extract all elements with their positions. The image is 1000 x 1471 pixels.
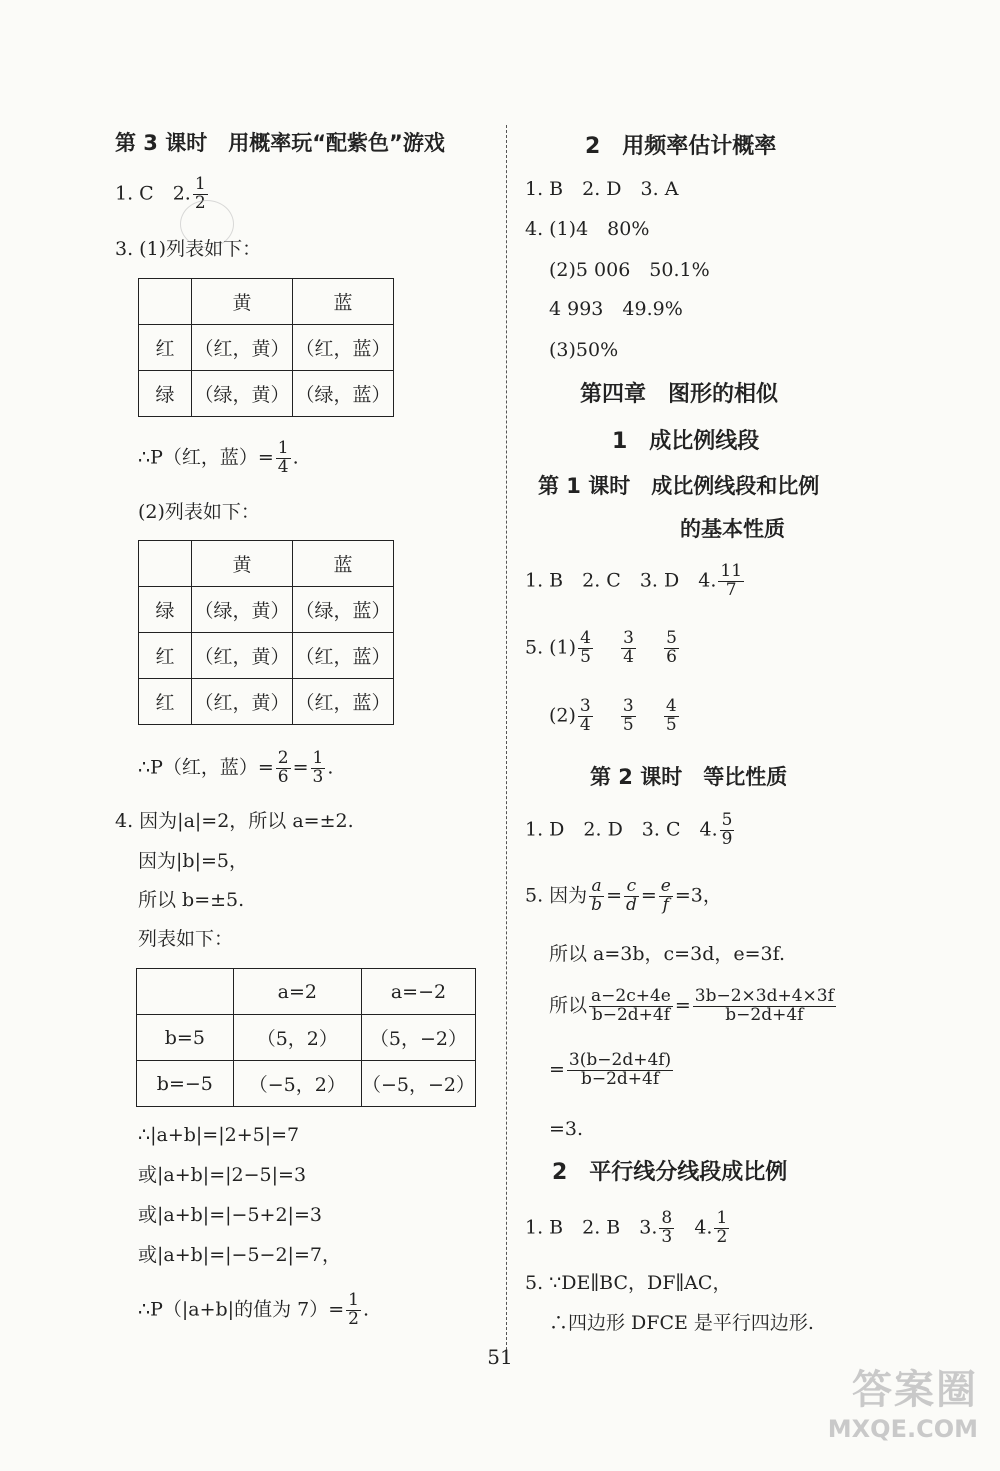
- answer-line: 或|a+b|=|2−5|=3: [138, 1164, 307, 1186]
- answer-line: =3.: [549, 1118, 584, 1140]
- answer-line: 5. ∵DE∥BC，DF∥AC，: [525, 1272, 732, 1294]
- answer-line: 或|a+b|=|−5−2|=7，: [138, 1244, 341, 1266]
- fraction: $\frac{a}{b}$: [591, 876, 603, 915]
- section-heading: 2 平行线分线段成比例: [552, 1160, 788, 1185]
- answer-line: 4. 因为|a|=2，所以 a=±2.: [115, 810, 354, 832]
- answer-line: (2) $\frac{3}{4}$ $\frac{3}{5}$ $\frac{4}{5}$: [549, 696, 677, 735]
- fraction: $\frac{3}{4}$: [579, 696, 591, 735]
- fraction: $\frac{3}{4}$: [623, 628, 634, 667]
- answer-line: (3)50%: [549, 339, 619, 361]
- fraction: $\frac{11}{7}$: [720, 561, 743, 600]
- answer-text: 1. C 2.: [115, 182, 191, 205]
- lesson-heading: 第 2 课时 等比性质: [590, 765, 788, 789]
- fraction: $\frac{5}{6}$: [666, 628, 677, 667]
- answer-line: 5. (1) $\frac{4}{5}$ $\frac{3}{4}$ $\frac{5}{6}$: [525, 628, 677, 667]
- fraction: $\frac{3}{5}$: [622, 696, 634, 735]
- answer-line: 1. D 2. D 3. C 4. $\frac{5}{9}$: [525, 810, 733, 849]
- fraction: $\frac{a-2c+4e}{b-2d+4f}$: [591, 986, 671, 1025]
- answer-line: 1. B 2. B 3. $\frac{8}{3}$ 4. $\frac{1}{2}$: [525, 1208, 728, 1247]
- answer-line: 所以 a=3b，c=3d，e=3f.: [549, 943, 785, 965]
- fraction: $\frac{1}{3}$: [312, 748, 324, 787]
- fraction: $\frac{2}{6}$: [277, 748, 289, 787]
- answer-line: 因为|b|=5，: [138, 850, 248, 872]
- lesson-heading: 第 1 课时 成比例线段和比例: [538, 474, 820, 498]
- answer-line: 4 993 49.9%: [549, 298, 683, 320]
- probability-line: ∴P（|a+b|的值为 7）= $\frac{1}{2}$ .: [138, 1290, 370, 1329]
- answer-line: 或|a+b|=|−5+2|=3: [138, 1204, 322, 1226]
- section-heading: 1 成比例线段: [612, 429, 760, 454]
- answer-line: ∴|a+b|=|2+5|=7: [138, 1124, 300, 1146]
- answer-line: (2)5 006 50.1%: [549, 259, 710, 281]
- answer-line: 1. B 2. C 3. D 4. $\frac{11}{7}$: [525, 561, 743, 600]
- fraction: $\frac{c}{d}$: [625, 876, 637, 915]
- answer-line: 列表如下：: [138, 928, 234, 950]
- fraction: $\frac{1}{2}$: [194, 174, 206, 213]
- probability-line: ∴P（红，蓝）= $\frac{1}{4}$ .: [138, 438, 299, 477]
- answer-line: 4. (1)4 80%: [525, 218, 650, 240]
- lesson-heading: 的基本性质: [680, 517, 785, 541]
- section-heading: 2 用频率估计概率: [585, 134, 777, 159]
- table-1: 黄 蓝 红 （红，黄） （红，蓝） 绿 （绿，黄） （绿，蓝）: [138, 278, 394, 417]
- fraction: $\frac{4}{5}$: [665, 696, 677, 735]
- answer-line: 5. 因为 $\frac{a}{b}$ = $\frac{c}{d}$ = $\frac{e}{f}$ =3，: [525, 876, 722, 915]
- table-2: 黄 蓝 绿 （绿，黄） （绿，蓝） 红 （红，黄） （红，蓝） 红 （红，黄） （红，蓝）: [138, 540, 394, 725]
- fraction: $\frac{1}{4}$: [277, 438, 289, 477]
- page-number: 51: [487, 1345, 513, 1369]
- fraction: $\frac{1}{2}$: [716, 1208, 728, 1247]
- probability-line: ∴P（红，蓝）= $\frac{2}{6}$ = $\frac{1}{3}$ .: [138, 748, 334, 787]
- fraction: $\frac{3b-2\times 3d+4\times 3f}{b-2d+4f}$: [694, 986, 834, 1025]
- fraction: $\frac{e}{f}$: [660, 876, 671, 915]
- column-divider: [506, 125, 507, 1350]
- fraction: $\frac{4}{5}$: [580, 628, 591, 667]
- chapter-heading: 第四章 图形的相似: [580, 382, 779, 407]
- answer-line: ∴四边形 DFCE 是平行四边形.: [549, 1312, 814, 1334]
- table-3: a=2 a=−2 b=5 （5，2） （5，−2） b=−5 （−5，2） （−5，−2）: [136, 968, 476, 1107]
- answer-line: 所以 $\frac{a-2c+4e}{b-2d+4f}$ = $\frac{3b-2\times 3d+4\times 3f}{b-2d+4f}$: [549, 986, 834, 1025]
- lesson-heading: 第 3 课时 用概率玩“配紫色”游戏: [115, 131, 445, 155]
- question-line: 3. (1)列表如下：: [115, 238, 262, 260]
- answer-line: 1. B 2. D 3. A: [525, 178, 679, 200]
- answer-line: = $\frac{3(b-2d+4f)}{b-2d+4f}$: [549, 1050, 672, 1089]
- fraction: $\frac{8}{3}$: [661, 1208, 673, 1247]
- fraction: $\frac{1}{2}$: [348, 1290, 359, 1329]
- question-line: (2)列表如下：: [138, 501, 260, 523]
- watermark-logo: 答案圈 MXQE.COM: [827, 1367, 978, 1443]
- fraction: $\frac{3(b-2d+4f)}{b-2d+4f}$: [568, 1050, 672, 1089]
- fraction: $\frac{5}{9}$: [721, 810, 733, 849]
- answer-line: 所以 b=±5.: [138, 889, 245, 911]
